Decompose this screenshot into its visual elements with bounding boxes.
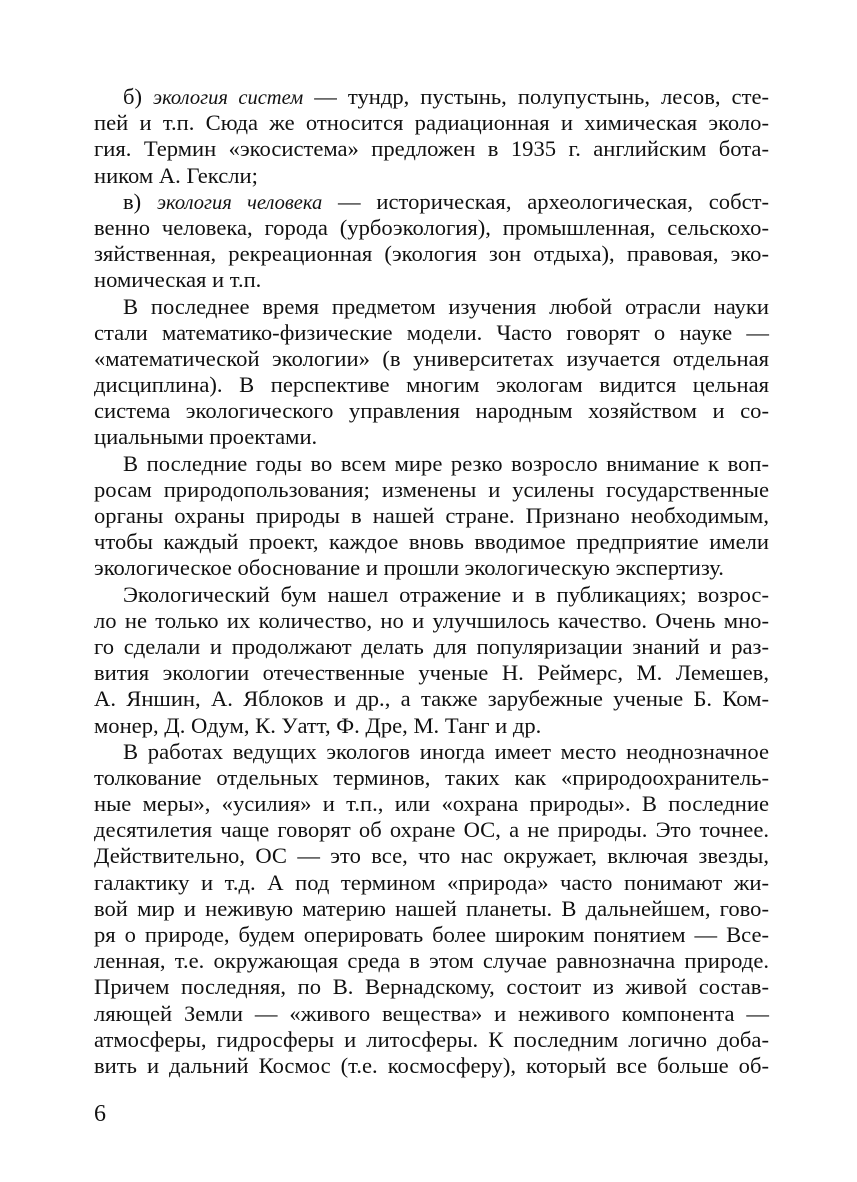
text-line: ленная, т.е. окружающая среда в этом случае равнозначна природе. <box>94 948 769 974</box>
text-line: ные меры», «усилия» и т.п., или «охрана природы». В последние <box>94 791 769 817</box>
page-number: 6 <box>94 1101 106 1127</box>
text-line: В работах ведущих экологов иногда имеет место неоднозначное <box>123 738 769 764</box>
text-line: В последние годы во всем мире резко возросло внимание к воп- <box>123 450 769 476</box>
line-text: — историческая, археологическая, собст- <box>322 188 770 214</box>
text-line: ря о природе, будем оперировать более широким понятием — Все- <box>94 922 769 947</box>
text-line: система экологического управления народным хозяйством и со- <box>94 398 769 424</box>
text-line: органы охраны природы в нашей стране. Признано необходимым, <box>94 503 769 528</box>
text-line: чтобы каждый проект, каждое вновь вводимое предприятие имели <box>94 529 769 555</box>
text-line: «математической экологии» (в университетах изучается отдельная <box>94 345 769 371</box>
text-line: Действительно, ОС — это все, что нас окружает, включая звезды, <box>94 843 769 869</box>
text-line: стали математико-физические модели. Часто говорят о науке — <box>94 319 769 345</box>
paragraph-ecological-boom <box>94 582 769 739</box>
body-text <box>94 84 769 1079</box>
text-line: вить и дальний Космос (т.е. космосферу), который все больше об- <box>94 1052 769 1078</box>
paragraph-mathematical-ecology <box>94 294 769 451</box>
text-line: го сделали и продолжают делать для популяризации знаний и раз- <box>94 633 769 659</box>
text-line: циальными проектами. <box>94 424 318 450</box>
text-line: десятилетия чаще говорят об охране ОС, а не природы. Это точнее. <box>94 817 769 843</box>
term-italic: экология систем <box>153 87 304 109</box>
text-line: Причем последняя, по В. Вернадскому, состоит из живой состав- <box>94 974 769 1000</box>
text-line: ником А. Гексли; <box>94 162 258 188</box>
text-line: дисциплина). В перспективе многим экологам видится цельная <box>94 372 769 398</box>
text-line: А. Яншин, А. Яблоков и др., а также зарубежные ученые Б. Ком- <box>94 686 769 712</box>
paragraph-ecology-systems <box>94 84 769 189</box>
text-line: росам природопользования; изменены и усилены государственные <box>94 476 769 502</box>
text-line: вой мир и неживую материю нашей планеты. В дальнейшем, гово- <box>94 895 769 921</box>
text-line: пей и т.п. Сюда же относится радиационная и химическая эколо- <box>94 110 769 136</box>
text-line: экологическое обоснование и прошли экологическую экспертизу. <box>94 555 724 581</box>
text-line: В последнее время предметом изучения любой отрасли науки <box>123 293 769 319</box>
text-line: венно человека, города (урбоэкология), промышленная, сельскохо- <box>94 214 769 240</box>
text-line: толкование отдельных терминов, таких как «природоохранитель- <box>94 764 769 790</box>
list-marker: в) <box>123 188 157 214</box>
line-text: — тундр, пустынь, полупустынь, лесов, сте- <box>303 84 769 109</box>
text-line: атмосферы, гидросферы и литосферы. К последним логично доба- <box>94 1026 769 1052</box>
paragraph-human-ecology <box>94 189 769 294</box>
text-line <box>94 84 769 110</box>
paragraph-terminology <box>94 739 769 1079</box>
text-line: Экологический бум нашел отражение и в публикациях; возрос- <box>123 581 769 607</box>
text-line: ляющей Земли — «живого вещества» и неживого компонента — <box>94 1000 769 1026</box>
text-line <box>94 189 769 215</box>
text-line: ло не только их количество, но и улучшилось качество. Очень мно- <box>94 607 769 633</box>
paragraph-nature-management <box>94 451 769 582</box>
text-line: гия. Термин «экосистема» предложен в 1935 г. английским бота- <box>94 136 769 162</box>
term-italic: экология человека <box>157 191 323 214</box>
text-line: зяйственная, рекреационная (экология зон отдыха), правовая, эко- <box>94 241 769 267</box>
text-line: галактику и т.д. А под термином «природа» часто понимают жи- <box>94 869 769 895</box>
list-marker: б) <box>123 84 154 109</box>
text-line: номическая и т.п. <box>94 267 262 293</box>
text-line: вития экологии отечественные ученые Н. Реймерс, М. Лемешев, <box>94 660 769 686</box>
text-line: монер, Д. Одум, К. Уатт, Ф. Дре, М. Танг и др. <box>94 712 542 738</box>
